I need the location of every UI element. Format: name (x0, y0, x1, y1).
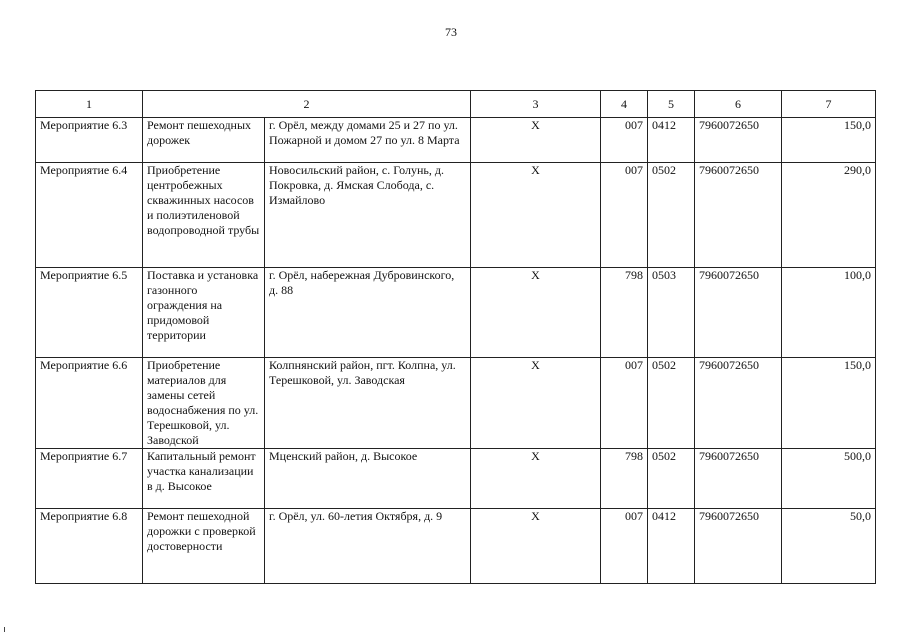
measure-name: Капитальный ремонт участка канализации в д. Высокое (143, 449, 265, 509)
col6-cell: 7960072650 (695, 449, 782, 509)
col4-cell: 798 (601, 449, 648, 509)
col4-cell: 798 (601, 268, 648, 358)
measure-location: г. Орёл, ул. 60-летия Октября, д. 9 (265, 509, 471, 584)
measure-location: Новосильский район, с. Голунь, д. Покровка, д. Ямская Слобода, с. Измайлово (265, 163, 471, 268)
col4-cell: 007 (601, 118, 648, 163)
header-col-4: 4 (601, 91, 648, 118)
table-row (36, 118, 876, 163)
col6-cell: 7960072650 (695, 509, 782, 584)
measure-id: Мероприятие 6.6 (36, 358, 143, 449)
table-row (36, 358, 876, 449)
measure-name: Приобретение центробежных скважинных насосов и полиэтиленовой водопроводной трубы (143, 163, 265, 268)
measure-name: Ремонт пешеходной дорожки с проверкой достоверности (143, 509, 265, 584)
measure-id: Мероприятие 6.8 (36, 509, 143, 584)
scan-mark (4, 627, 5, 632)
amount-cell: 50,0 (782, 509, 876, 584)
header-col-6: 6 (695, 91, 782, 118)
col5-cell: 0502 (648, 163, 695, 268)
header-col-1: 1 (36, 91, 143, 118)
table-row (36, 449, 876, 509)
header-col-5: 5 (648, 91, 695, 118)
amount-cell: 500,0 (782, 449, 876, 509)
amount-cell: 100,0 (782, 268, 876, 358)
measure-name: Приобретение материалов для замены сетей водоснабжения по ул. Терешковой, ул. Заводской (143, 358, 265, 449)
col4-cell: 007 (601, 358, 648, 449)
table-row (36, 163, 876, 268)
col5-cell: 0412 (648, 118, 695, 163)
col5-cell: 0502 (648, 449, 695, 509)
measure-id: Мероприятие 6.7 (36, 449, 143, 509)
col3-cell: Х (471, 163, 601, 268)
col4-cell: 007 (601, 163, 648, 268)
col5-cell: 0503 (648, 268, 695, 358)
col5-cell: 0502 (648, 358, 695, 449)
col3-cell: Х (471, 118, 601, 163)
measure-name: Ремонт пешеходных дорожек (143, 118, 265, 163)
measure-id: Мероприятие 6.3 (36, 118, 143, 163)
header-col-2: 2 (143, 91, 471, 118)
measure-location: Колпнянский район, пгт. Колпна, ул. Терешковой, ул. Заводская (265, 358, 471, 449)
col3-cell: Х (471, 449, 601, 509)
col6-cell: 7960072650 (695, 268, 782, 358)
measure-location: Мценский район, д. Высокое (265, 449, 471, 509)
budget-table (35, 90, 876, 584)
amount-cell: 290,0 (782, 163, 876, 268)
col6-cell: 7960072650 (695, 163, 782, 268)
col6-cell: 7960072650 (695, 358, 782, 449)
col6-cell: 7960072650 (695, 118, 782, 163)
header-col-3: 3 (471, 91, 601, 118)
page-number: 73 (445, 25, 457, 39)
measure-location: г. Орёл, между домами 25 и 27 по ул. Пожарной и домом 27 по ул. 8 Марта (265, 118, 471, 163)
measure-id: Мероприятие 6.4 (36, 163, 143, 268)
table-row (36, 268, 876, 358)
table-row (36, 509, 876, 584)
col4-cell: 007 (601, 509, 648, 584)
table-header-row (36, 91, 876, 118)
measure-name: Поставка и установка газонного ограждения на придомовой территории (143, 268, 265, 358)
col3-cell: Х (471, 509, 601, 584)
measure-id: Мероприятие 6.5 (36, 268, 143, 358)
col5-cell: 0412 (648, 509, 695, 584)
measure-location: г. Орёл, набережная Дубровинского, д. 88 (265, 268, 471, 358)
header-col-7: 7 (782, 91, 876, 118)
amount-cell: 150,0 (782, 118, 876, 163)
col3-cell: Х (471, 358, 601, 449)
col3-cell: Х (471, 268, 601, 358)
amount-cell: 150,0 (782, 358, 876, 449)
